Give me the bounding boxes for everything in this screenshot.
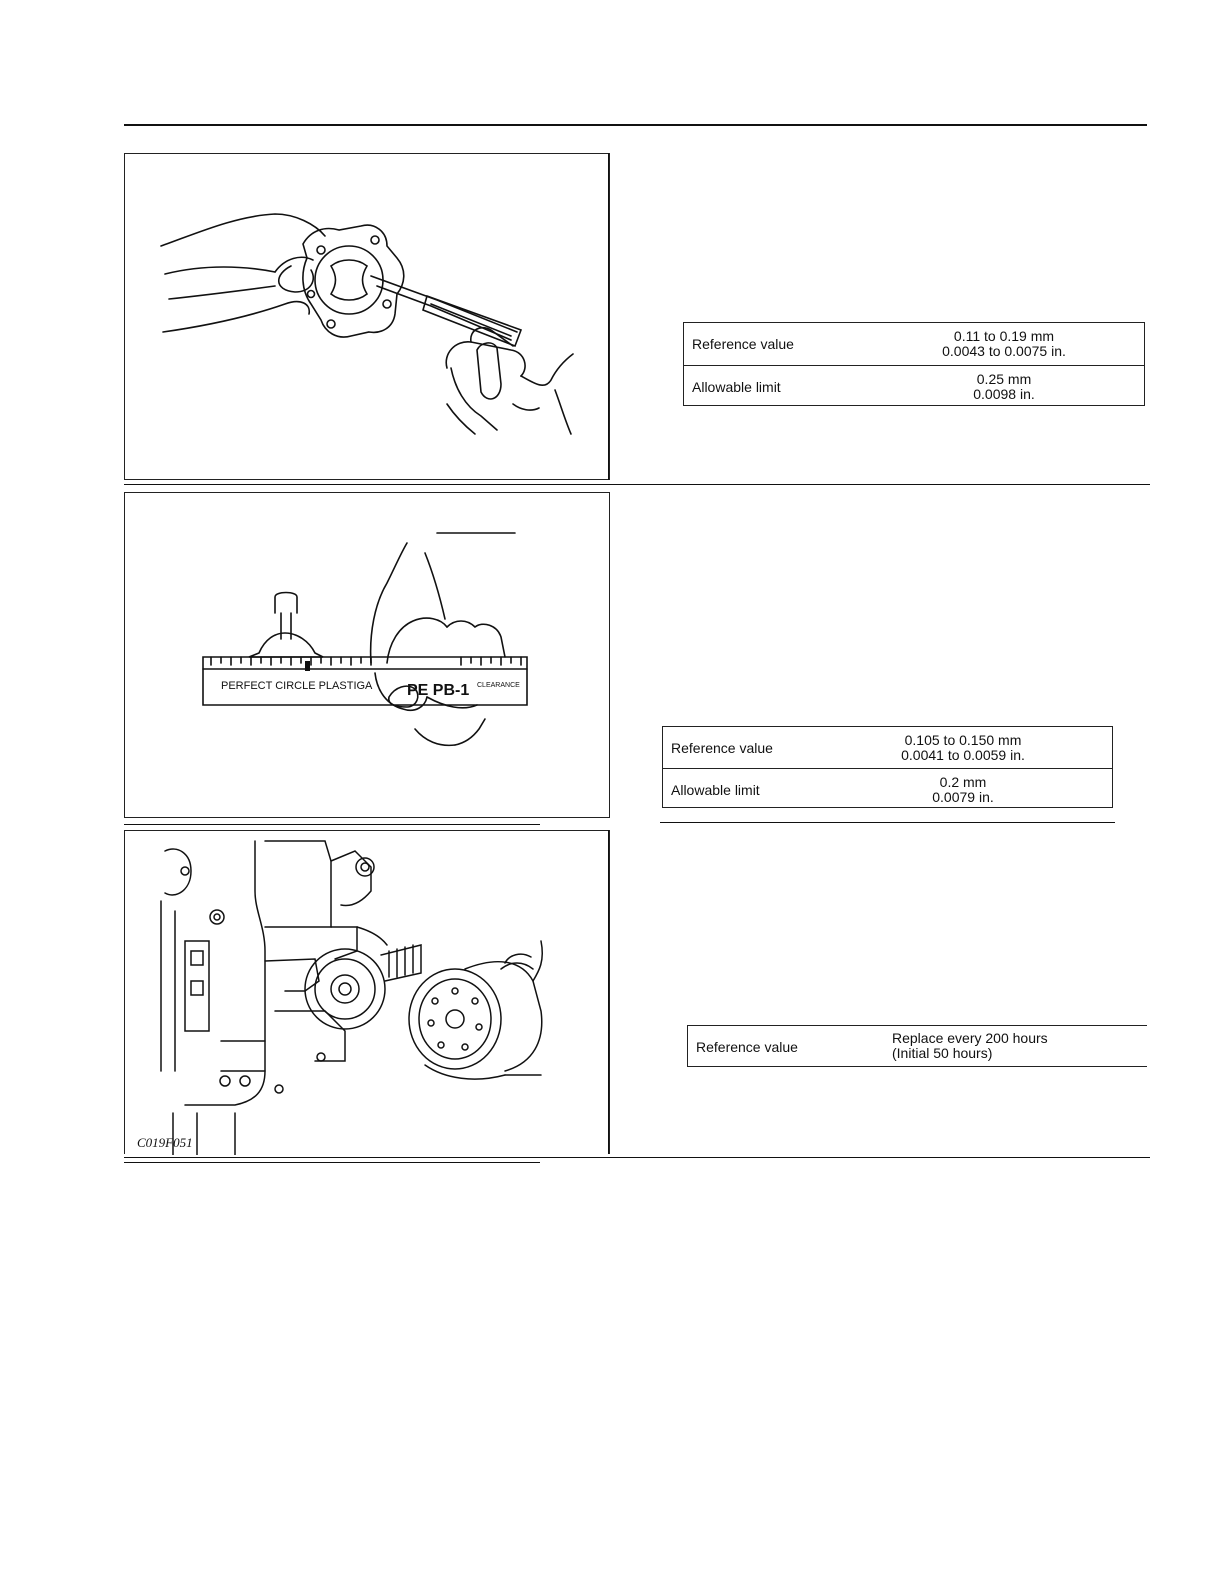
figure-1-right-edge <box>608 153 609 480</box>
header-rule <box>124 124 1147 126</box>
spec-value-imperial: 0.0041 to 0.0059 in. <box>901 747 1025 763</box>
spec-2-underline <box>660 822 1115 823</box>
oil-pump-feeler-gauge-illustration <box>125 154 611 481</box>
spec-label: Reference value <box>692 336 794 352</box>
spec-row-reference-value <box>663 727 1112 768</box>
spec-value-interval: Replace every 200 hours <box>892 1030 1048 1046</box>
spec-table-3 <box>687 1025 1147 1067</box>
spec-values <box>918 329 1090 359</box>
spec-row-reference-value <box>688 1026 1147 1068</box>
section-divider-1 <box>124 484 1150 485</box>
spec-values <box>873 733 1053 763</box>
plastigage-mark <box>305 661 310 671</box>
footer-rule-short <box>124 1162 540 1163</box>
spec-values <box>918 372 1090 402</box>
figure-plastigage <box>124 492 610 818</box>
spec-values <box>892 1031 1092 1061</box>
plastigage-clearance: CLEARANCE <box>477 682 520 689</box>
spec-table-1 <box>683 322 1145 406</box>
section-divider-3 <box>124 1157 1150 1158</box>
spec-value-initial: (Initial 50 hours) <box>892 1045 993 1061</box>
figure-oil-filter <box>124 830 610 1154</box>
plastigage-illustration <box>125 493 611 819</box>
spec-value-imperial: 0.0098 in. <box>973 386 1035 402</box>
spec-row-reference-value <box>684 323 1144 365</box>
spec-label: Allowable limit <box>671 781 760 798</box>
spec-table-2 <box>662 726 1113 808</box>
spec-value-metric: 0.25 mm <box>976 371 1032 387</box>
plastigage-type: PE PB-1 <box>407 682 470 699</box>
plastigage-label: PERFECT CIRCLE PLASTIGA <box>221 680 373 692</box>
spec-label: Reference value <box>696 1039 798 1055</box>
spec-value-metric: 0.2 mm <box>939 774 987 790</box>
oil-filter-engine-illustration <box>125 831 611 1155</box>
spec-value-imperial: 0.0043 to 0.0075 in. <box>942 343 1066 359</box>
spec-values <box>873 775 1053 805</box>
spec-value-metric: 0.105 to 0.150 mm <box>904 732 1022 748</box>
spec-row-allowable-limit <box>684 365 1144 408</box>
section-divider-2 <box>124 824 540 825</box>
spec-value-imperial: 0.0079 in. <box>932 789 994 805</box>
figure-3-right-edge <box>608 830 609 1154</box>
figure-caption: C019F051 <box>137 1135 193 1150</box>
figure-oil-pump-rotor <box>124 153 610 480</box>
spec-row-allowable-limit <box>663 768 1112 810</box>
spec-value-metric: 0.11 to 0.19 mm <box>953 328 1055 344</box>
spec-label: Reference value <box>671 739 773 756</box>
spec-label: Allowable limit <box>692 379 781 395</box>
